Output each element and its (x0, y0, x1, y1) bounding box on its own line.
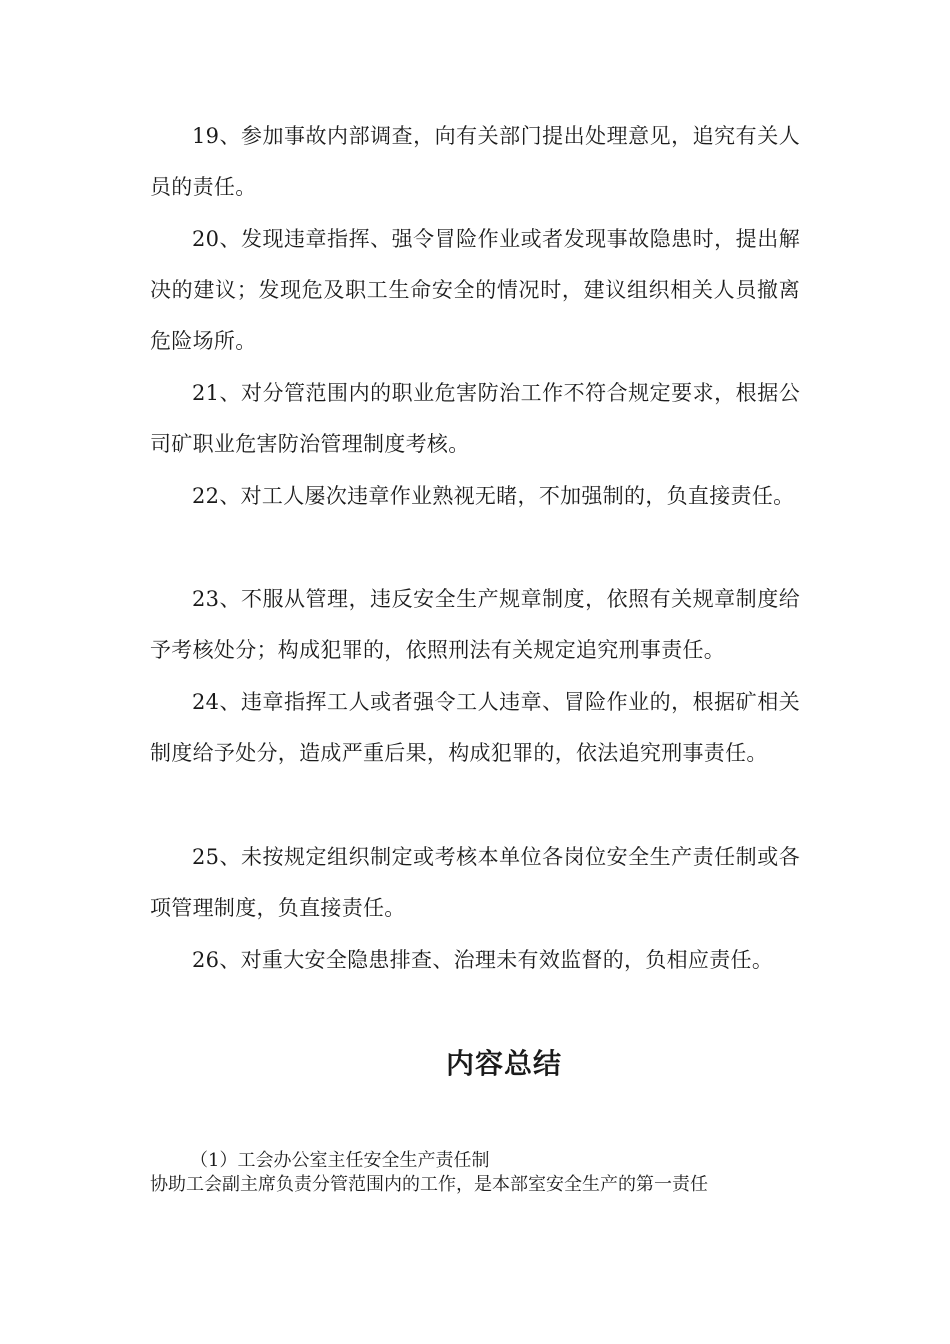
summary-body: 协助工会副主席负责分管范围内的工作，是本部室安全生产的第一责任 (150, 1174, 708, 1195)
clause-20: 20、发现违章指挥、强令冒险作业或者发现事故隐患时，提出解决的建议；发现危及职工生命安全的情况时，建议组织相关人员撤离危险场所。 (150, 227, 800, 353)
clause-25: 25、未按规定组织制定或考核本单位各岗位安全生产责任制或各项管理制度，负直接责任。 (150, 845, 800, 920)
summary-subtitle: （1）工会办公室主任安全生产责任制 (190, 1150, 490, 1171)
clause-24: 24、违章指挥工人或者强令工人违章、冒险作业的，根据矿相关制度给予处分，造成严重后果，构成犯罪的，依法追究刑事责任。 (150, 690, 800, 765)
clause-23: 23、不服从管理，违反安全生产规章制度，依照有关规章制度给予考核处分；构成犯罪的，依照刑法有关规定追究刑事责任。 (150, 587, 800, 662)
clause-22: 22、对工人屡次违章作业熟视无睹，不加强制的，负直接责任。 (192, 484, 795, 508)
summary-title: 内容总结 (445, 1047, 562, 1080)
clause-26: 26、对重大安全隐患排查、治理未有效监督的，负相应责任。 (192, 948, 774, 972)
clause-19: 19、参加事故内部调查，向有关部门提出处理意见，追究有关人员的责任。 (150, 124, 800, 199)
clause-21: 21、对分管范围内的职业危害防治工作不符合规定要求，根据公司矿职业危害防治管理制度考核。 (150, 381, 800, 456)
